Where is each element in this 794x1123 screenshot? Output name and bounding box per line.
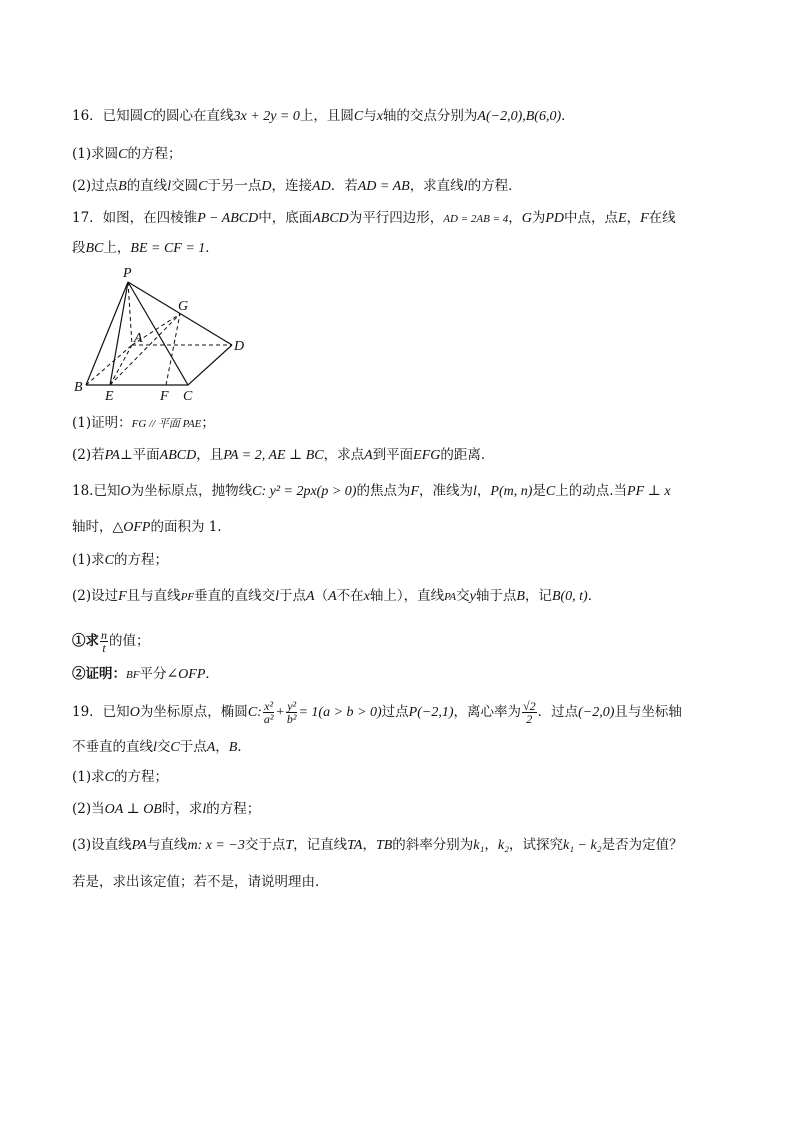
edge-ba <box>86 345 132 385</box>
math: A <box>206 740 216 755</box>
math: B <box>516 589 525 604</box>
math: l <box>463 179 468 194</box>
math: D <box>261 179 272 194</box>
math: E <box>618 211 627 226</box>
math: = 1(a > b > 0) <box>298 705 382 720</box>
text: (2)当 <box>72 801 105 817</box>
q18-line-2 <box>72 517 231 538</box>
math: EFG <box>413 448 441 463</box>
fraction-sqrt2-over-2 <box>522 700 537 725</box>
text: 16．已知圆 <box>72 108 144 124</box>
text: 且与直线 <box>126 588 181 604</box>
text: 中点，点 <box>564 210 619 226</box>
fraction-x2-over-a2 <box>263 700 275 725</box>
text: ，求点 <box>323 447 365 463</box>
edge-pa <box>128 282 132 345</box>
numerator: n <box>101 628 107 642</box>
fraction-n-over-t <box>100 629 108 654</box>
text: ，离心率为 <box>453 704 521 720</box>
text: 于点 <box>179 739 207 755</box>
math: P − ABCD <box>197 211 259 226</box>
text: (2)若 <box>72 447 105 463</box>
math: C <box>198 179 208 194</box>
text: ，试探究 <box>508 837 563 853</box>
math: l <box>153 740 157 755</box>
text: 18.已知 <box>72 483 121 499</box>
math: k₁ <box>473 838 485 853</box>
math: A(−2,0),B(6,0) <box>477 109 562 124</box>
text: ， <box>508 210 522 226</box>
text: ． <box>237 739 251 755</box>
math: TB <box>375 838 393 853</box>
math: C <box>353 109 364 124</box>
text: 中，底面 <box>258 210 313 226</box>
math: PD <box>545 211 565 226</box>
q18-subpart-2 <box>72 664 219 685</box>
text: 到平面 <box>372 447 414 463</box>
label-d: D <box>234 339 245 354</box>
text: (2)设过 <box>72 588 119 604</box>
text: 的圆心在直线 <box>152 108 234 124</box>
q19-part-1 <box>72 767 168 788</box>
math: G <box>521 211 532 226</box>
math: AD = 2AB = 4 <box>443 213 509 225</box>
math: C <box>118 147 128 162</box>
text: ， <box>484 837 498 853</box>
text: 交 <box>156 739 171 755</box>
text: 不在 <box>336 588 364 604</box>
math: PF ⊥ x <box>627 484 671 499</box>
q17-part-2 <box>72 445 494 466</box>
text: 不垂直的直线 <box>72 739 153 755</box>
text: ； <box>201 415 215 431</box>
text: 在线 <box>648 210 676 226</box>
text: 与 <box>363 108 377 124</box>
text: ⊥平面 <box>119 447 160 463</box>
text: ． <box>205 666 219 682</box>
text: (2)过点 <box>72 178 119 194</box>
edge-cd <box>188 345 232 385</box>
math: F <box>118 589 127 604</box>
text: 的方程； <box>113 769 168 785</box>
math: PA <box>131 838 147 853</box>
denominator: t <box>102 641 106 655</box>
label-c: C <box>183 389 193 404</box>
text: (3)设直线 <box>72 837 132 853</box>
math: C <box>170 740 180 755</box>
text: 的直线 <box>126 178 168 194</box>
q16-part-1 <box>72 144 181 165</box>
math: AD <box>312 179 331 194</box>
text: 过点 <box>381 704 409 720</box>
text: ， <box>215 739 229 755</box>
numerator: x² <box>264 699 274 713</box>
math: ABCD <box>312 211 349 226</box>
text: ②证明： <box>72 666 126 682</box>
math: P(m, n) <box>490 484 533 499</box>
text: (1)证明： <box>72 415 132 431</box>
math: T <box>285 838 294 853</box>
text: 为 <box>531 210 546 226</box>
text: ，连接 <box>271 178 313 194</box>
math: C: <box>247 705 262 720</box>
text: 的斜率分别为 <box>392 837 474 853</box>
math: C <box>143 109 153 124</box>
q16-line-1 <box>72 106 575 127</box>
denominator: b² <box>286 712 297 726</box>
pyramid-figure <box>70 262 270 404</box>
math: l <box>473 484 477 499</box>
text: 的面积为 1． <box>150 519 231 535</box>
math: C <box>545 484 556 499</box>
q18-line-1 <box>72 481 671 502</box>
q19-line-1 <box>72 698 682 727</box>
text: ，准线为 <box>419 483 474 499</box>
text: ． <box>561 108 575 124</box>
denominator: 2 <box>526 712 533 726</box>
math: A <box>306 589 315 604</box>
text: 的方程； <box>206 801 261 817</box>
text: 轴于点 <box>475 588 517 604</box>
text: ， <box>362 837 376 853</box>
text: 平分 <box>139 666 167 682</box>
text: 的焦点为 <box>356 483 411 499</box>
text: 时，求 <box>161 801 203 817</box>
edge-pb <box>86 282 128 385</box>
text: ，且 <box>196 447 224 463</box>
text: (1)求圆 <box>72 146 119 162</box>
math: ABCD <box>159 448 197 463</box>
math: F <box>410 484 420 499</box>
text: 于另一点 <box>207 178 262 194</box>
math: A <box>328 589 337 604</box>
text: 19．已知 <box>72 704 130 720</box>
text: 的方程． <box>467 178 522 194</box>
q18-part-2 <box>72 586 601 607</box>
q19-line-2 <box>72 737 251 758</box>
math: O <box>129 705 140 720</box>
math: PA <box>104 448 120 463</box>
text: 为平行四边形， <box>348 210 444 226</box>
text: 与直线 <box>146 837 188 853</box>
math: C <box>104 553 114 568</box>
text: 上，且圆 <box>299 108 354 124</box>
q18-subpart-1 <box>72 628 150 654</box>
math: l <box>167 179 172 194</box>
math: m: x = −3 <box>187 838 245 853</box>
math: TA <box>347 838 363 853</box>
math: BE = CF = 1 <box>130 241 206 256</box>
math: PA <box>444 591 457 603</box>
text: ， <box>626 210 641 226</box>
fraction-y2-over-b2 <box>286 700 298 725</box>
q19-part-3-cont <box>72 872 329 892</box>
q17-line-2 <box>72 238 219 259</box>
text: 交 <box>456 588 470 604</box>
math: A <box>364 448 373 463</box>
numerator: √2 <box>522 699 536 713</box>
text: (1)求 <box>72 552 105 568</box>
edge-fg <box>166 314 180 385</box>
text: 是 <box>532 483 546 499</box>
denominator: a² <box>263 712 274 726</box>
q19-part-3 <box>72 835 683 856</box>
math: B(0, t) <box>551 589 588 604</box>
math: O <box>120 484 131 499</box>
text: ． <box>205 240 219 256</box>
math: (−2,0) <box>578 705 615 720</box>
text: 且与坐标轴 <box>614 704 682 720</box>
text: 段 <box>72 240 86 256</box>
text: 的距离． <box>440 447 495 463</box>
numerator: y² <box>287 699 297 713</box>
q19-part-2 <box>72 799 260 820</box>
math: B <box>228 740 238 755</box>
label-e: E <box>105 389 114 404</box>
math: BF <box>126 669 140 681</box>
text: 上， <box>103 240 131 256</box>
text: 垂直的直线交 <box>194 588 276 604</box>
text: 17．如图，在四棱锥 <box>72 210 198 226</box>
text: ， <box>476 483 491 499</box>
text: ． <box>587 588 602 604</box>
text: 为坐标原点，抛物线 <box>130 483 253 499</box>
math: l <box>275 589 280 604</box>
math: C <box>104 770 114 785</box>
math: ∠OFP <box>166 667 206 682</box>
math: x <box>376 109 383 124</box>
text: 轴的交点分别为 <box>382 108 478 124</box>
math: △OFP <box>112 520 151 535</box>
text: ．过点 <box>537 704 579 720</box>
label-b: B <box>74 380 83 395</box>
math: x <box>363 589 370 604</box>
text: （ <box>314 588 329 604</box>
math: + <box>275 705 285 720</box>
text: 交于点 <box>244 837 286 853</box>
math: PA = 2, AE ⊥ BC <box>223 448 324 463</box>
text: 于点 <box>279 588 307 604</box>
math: F <box>640 211 649 226</box>
label-p: P <box>123 266 132 281</box>
text: 若是，求出该定值；若不是，请说明理由． <box>72 874 329 890</box>
text: 的方程； <box>113 552 168 568</box>
math: BC <box>85 241 104 256</box>
q16-part-2 <box>72 176 522 197</box>
text: 轴上），直线 <box>369 588 445 604</box>
text: 的值； <box>109 633 150 649</box>
text: 的方程； <box>127 146 182 162</box>
q17-line-1 <box>72 208 676 229</box>
math: B <box>118 179 127 194</box>
math: 3x + 2y = 0 <box>233 109 300 124</box>
label-f: F <box>160 389 169 404</box>
math: C: y² = 2px(p > 0) <box>252 484 357 499</box>
label-g: G <box>178 299 189 314</box>
q17-part-1 <box>72 413 215 434</box>
math: FG // 平面 PAE <box>131 418 202 430</box>
text: 上的动点.当 <box>555 483 628 499</box>
math: OA ⊥ OB <box>104 802 162 817</box>
text: 是否为定值？ <box>601 837 683 853</box>
text: 交圆 <box>171 178 199 194</box>
text: 轴时， <box>72 519 113 535</box>
math: y <box>469 589 476 604</box>
text: ，求直线 <box>409 178 464 194</box>
text: ，记直线 <box>293 837 348 853</box>
q18-part-1 <box>72 550 168 571</box>
math: l <box>202 802 207 817</box>
math: k₁ − k₂ <box>562 838 602 853</box>
text: 为坐标原点，椭圆 <box>139 704 248 720</box>
text: ．若 <box>330 178 358 194</box>
math: k₂ <box>497 838 509 853</box>
math: P(−2,1) <box>408 705 454 720</box>
text: ①求 <box>72 633 99 649</box>
math: PF <box>180 591 195 603</box>
text: (1)求 <box>72 769 105 785</box>
math: AD = AB <box>357 179 410 194</box>
label-a: A <box>134 331 143 346</box>
text: ，记 <box>524 588 552 604</box>
